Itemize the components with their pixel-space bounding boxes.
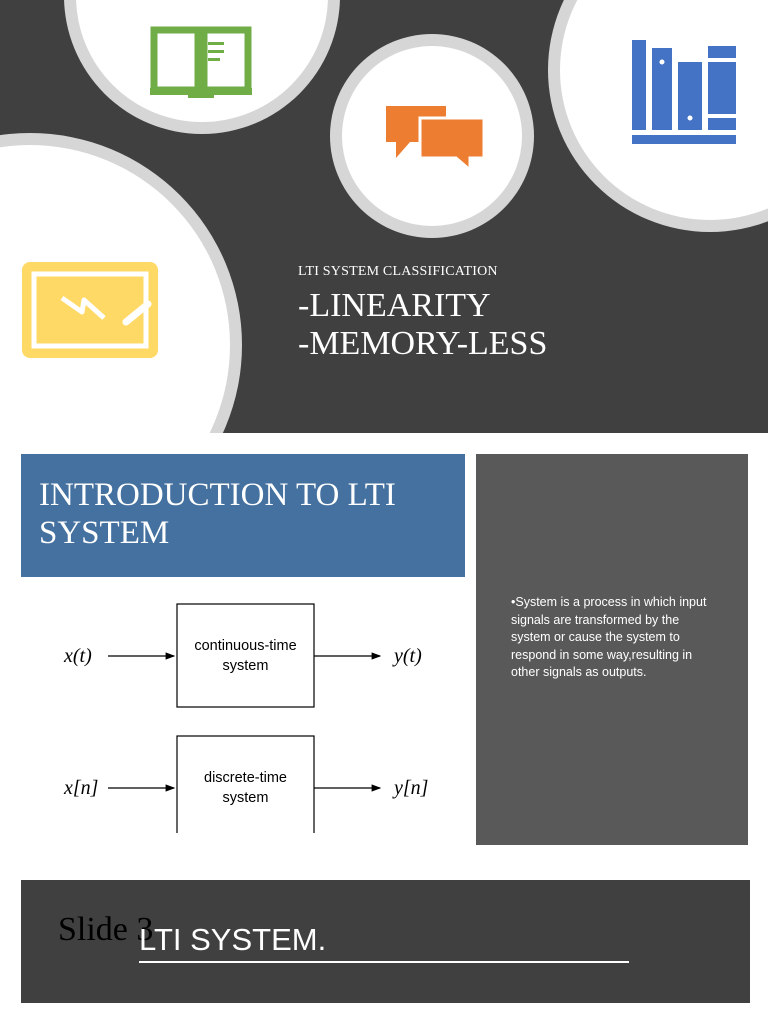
continuous-output-label: y(t) — [394, 645, 422, 667]
slide1-subtitle: LTI SYSTEM CLASSIFICATION — [298, 264, 498, 279]
system-diagram — [22, 588, 452, 833]
whiteboard-icon — [20, 260, 162, 360]
slide1-line-memoryless: -MEMORY-LESS — [298, 325, 548, 362]
continuous-block-line2: system — [222, 658, 269, 674]
title-slide — [0, 0, 768, 433]
slide1-line-linearity: -LINEARITY — [298, 287, 491, 324]
chat-bubbles-icon — [384, 104, 486, 172]
intro-title: INTRODUCTION TO LTI SYSTEM — [39, 477, 396, 551]
slide-number: Slide 3 — [58, 911, 154, 948]
discrete-block-line1: discrete-time — [204, 770, 287, 786]
book-icon — [150, 26, 252, 100]
intro-slide — [0, 433, 768, 865]
library-books-icon — [630, 38, 740, 146]
discrete-block-line2: system — [222, 790, 269, 806]
continuous-system-block — [177, 604, 314, 707]
continuous-input-label: x(t) — [64, 645, 92, 667]
description-panel — [476, 454, 748, 845]
discrete-output-label: y[n] — [394, 777, 429, 799]
lti-system-slide — [21, 880, 750, 1003]
discrete-input-label: x[n] — [64, 777, 99, 799]
slide3-title: LTI SYSTEM. — [139, 922, 327, 957]
title-underline — [139, 961, 629, 963]
description-text: •System is a process in which input signals are transformed by the system or cause the system to respond in some way,resulting in other signals as outputs. — [511, 595, 707, 679]
intro-title-box — [21, 454, 465, 577]
continuous-block-line1: continuous-time — [194, 638, 297, 654]
